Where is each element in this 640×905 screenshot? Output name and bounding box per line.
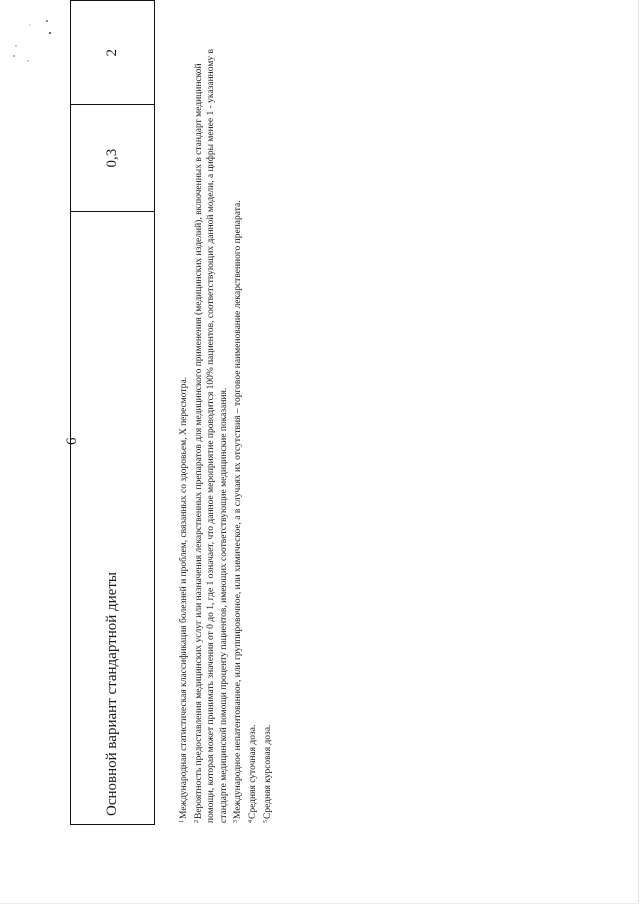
footnote: $^5$Средняя курсовая доза.	[262, 724, 273, 823]
footnote: $^3$Международное непатентованное, или группировочное, или химическое, а в случаях их отсутствия – торговое наименование лекарственного препарата.	[233, 200, 244, 823]
footnote: $^4$Средняя суточная доза.	[247, 724, 258, 823]
page-number: 6	[64, 437, 80, 445]
footnotes	[176, 45, 274, 835]
footnote: $^1$Международная статистическая классификация болезней и проблем, связанных со здоровьем, X пересмотра.	[179, 376, 189, 823]
footnote: $^2$Вероятность предоставления медицинских услуг или назначения лекарственных препаратов для медицинского применения (медицинских изделий), включенных в стандарт медицинской помощи, которая может принимать значения от 0 до 1, где 1 означает, что данное мероприятие проводится 100% пациентов, соответствующих данной модели, а цифры менее 1 - указанному в стандарте медицинской помощи проценту пациентов, имеющих соответствующие медицинские показания.	[193, 49, 229, 823]
frequency-cell: 0,3	[71, 105, 155, 211]
count-cell: 2	[71, 1, 155, 105]
table-row	[71, 1, 155, 825]
diet-name-cell: Основной вариант стандартной диеты	[71, 211, 155, 824]
diet-table	[70, 0, 155, 825]
